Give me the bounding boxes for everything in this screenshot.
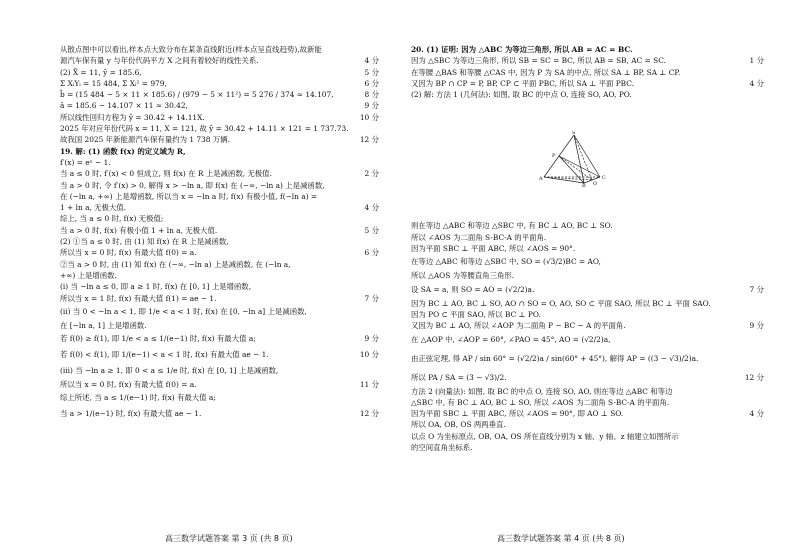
answer-line	[411, 419, 764, 430]
answer-line	[60, 293, 379, 304]
score-mark: 8 分	[364, 90, 379, 100]
tetrahedron-diagram	[538, 131, 608, 187]
score-mark: 4 分	[364, 56, 379, 66]
answer-line	[60, 44, 379, 55]
score-mark: 4 分	[749, 409, 764, 419]
label-b: B	[582, 183, 586, 187]
score-mark: 6 分	[364, 248, 379, 258]
answer-text: 由正弦定理, 得 AP / sin 60° = (√2/2)a / sin(60° + 45°), 解得 AP = ((3 − √3)/2)a.	[411, 353, 699, 363]
answer-line	[411, 332, 764, 348]
score-mark: 4 分	[749, 78, 764, 88]
label-s: S	[572, 131, 576, 136]
score-mark: 5 分	[364, 225, 379, 235]
answer-line	[411, 386, 764, 397]
answer-text: (2) 解: 方法 1 (几何法): 如图, 取 BC 的中点 O, 连接 SO, AO, PO.	[411, 90, 632, 100]
answer-text: 若 f(0) ≥ f(1), 即 1/e < a ≤ 1/(e−1) 时, f(x) 有最大值 a;	[60, 334, 256, 344]
answer-line	[60, 379, 379, 390]
answer-line	[60, 202, 379, 213]
answer-text: b̂ = (15 484 − 5 × 11 × 185.6) / (979 − 5 × 11²) = 5 276 / 374 ≈ 14.107,	[60, 90, 334, 100]
answer-line	[411, 44, 764, 55]
score-mark: 7 分	[364, 293, 379, 303]
score-mark: 12 分	[743, 370, 764, 386]
answer-text: 综上, 当 a ≤ 0 时, f(x) 无极值;	[60, 214, 164, 224]
answer-text: 因为 BC ⊥ AO, BC ⊥ SO, AO ∩ SO = O, AO, SO ⊂ 平面 SAO, 所以 BC ⊥ 平面 SAO.	[411, 298, 711, 308]
answer-text: 所以当 x = 0 时, f(x) 有最大值 f(0) = a.	[60, 380, 197, 390]
score-mark: 9 分	[749, 321, 764, 331]
answer-text: 因为 PO ⊂ 平面 SAO, 所以 BC ⊥ PO.	[411, 309, 541, 319]
label-a: A	[539, 176, 543, 182]
answer-line	[60, 225, 379, 236]
answer-text: 故我国 2025 年新能源汽车保有量约为 1 738 万辆.	[60, 135, 230, 145]
answer-text: 19. 解: (1) 函数 f(x) 的定义域为 R,	[60, 146, 186, 156]
answer-line	[411, 270, 764, 281]
answer-line	[60, 270, 379, 281]
answer-line	[411, 232, 764, 243]
score-mark: 7 分	[748, 282, 764, 298]
answer-line	[60, 180, 379, 191]
score-mark: 12 分	[359, 135, 379, 145]
answer-line	[60, 406, 379, 422]
score-mark: 11 分	[359, 380, 379, 390]
answer-line	[411, 397, 764, 408]
answer-text: 从散点图中可以看出,样本点大致分布在某条直线附近(样本点呈直线趋势),故新能	[60, 45, 322, 54]
answer-text: Σ XᵢYᵢ = 15 484, Σ Xᵢ² = 979,	[60, 78, 167, 88]
answer-line	[60, 191, 379, 202]
answer-line	[411, 408, 764, 419]
answer-text: 当 a ≤ 0 时, f′(x) < 0 恒成立, 则 f(x) 在 R 上是减函数, 无极值.	[60, 169, 272, 179]
answer-line	[60, 89, 379, 100]
answer-text: 若 f(0) < f(1), 即 1/(e−1) < a < 1 时, f(x) 有最大值 ae − 1.	[60, 350, 269, 360]
answer-text: ②当 a > 0 时, 由 (1) 知 f(x) 在 (−∞, −ln a) 上是减函数, 在 (−ln a,	[60, 259, 291, 269]
answer-line	[60, 100, 379, 111]
answer-text: (2) X̄ = 11, ȳ = 185.6,	[60, 67, 142, 77]
answer-line	[60, 78, 379, 89]
answer-text: 在 (−ln a, +∞) 上是增函数, 所以当 x = −ln a 时, f(x) 有极小值, f(−ln a) =	[60, 191, 318, 201]
answer-text: 所以当 x = 1 时, f(x) 有最大值 f(1) = ae − 1.	[60, 293, 217, 303]
answer-line	[411, 298, 764, 309]
answer-line	[60, 112, 379, 123]
answer-text: 以点 O 为坐标原点, OB, OA, OS 所在直线分别为 x 轴、y 轴、z 轴建立如图所示	[411, 431, 679, 441]
score-mark: 9 分	[364, 101, 379, 111]
answer-line	[411, 282, 764, 298]
answer-line	[411, 320, 764, 331]
answer-line	[411, 348, 764, 370]
answer-line	[411, 309, 764, 320]
answer-text: (iii) 当 −ln a ≥ 1, 即 0 < a ≤ 1/e 时, f(x) 在 [0, 1] 上是减函数,	[60, 366, 279, 376]
answer-text: 所以 △AOS 为等腰直角三角形.	[411, 271, 515, 281]
label-p: P	[552, 153, 556, 159]
answer-line	[60, 157, 379, 168]
answer-line	[60, 281, 379, 292]
answer-line	[60, 236, 379, 247]
answer-line	[411, 243, 764, 254]
answer-text: 所以 ∠AOS 为二面角 S-BC-A 的平面角.	[411, 232, 547, 242]
answer-text: 20. (1) 证明: 因为 △ABC 为等边三角形, 所以 AB = AC = BC.	[411, 45, 633, 54]
score-mark: 12 分	[358, 406, 379, 422]
answer-line	[60, 304, 379, 320]
answer-line	[411, 55, 764, 66]
answer-text: 在等腰 △BAS 和等腰 △CAS 中, 因为 P 为 SA 的中点, 所以 SA ⊥ BP, SA ⊥ CP.	[411, 67, 681, 77]
right-footer: 高三数学试题答案 第 4 页 (共 8 页)	[497, 534, 625, 543]
answer-text: 因为平面 SBC ⊥ 平面 ABC, 所以 ∠AOS = 90°, 即 AO ⊥ SO.	[411, 409, 624, 419]
answer-text: △SBC 中, 有 BC ⊥ AO, BC ⊥ SO, 所以 ∠AOS 为二面角 S-BC-A 的平面角.	[411, 397, 670, 407]
score-mark: 10 分	[359, 112, 379, 122]
answer-text: 则在等边 △ABC 和等边 △SBC 中, 有 BC ⊥ AO, BC ⊥ SO.	[411, 221, 613, 231]
answer-text: 当 a > 0 时, 令 f′(x) > 0, 解得 x > −ln a, 即 f(x) 在 (−∞, −ln a) 上是减函数,	[60, 180, 325, 190]
answer-text: 当 a > 0 时, f(x) 有极小值 1 + ln a, 无极大值.	[60, 225, 218, 235]
answer-text: f′(x) = eˣ − 1.	[60, 157, 111, 167]
answer-line	[60, 259, 379, 270]
answer-text: 在等边 △ABC 和等边 △SBC 中, SO = (√3/2)BC = AO,	[411, 257, 601, 267]
answer-line	[60, 213, 379, 224]
answer-line	[60, 67, 379, 78]
score-mark: 4 分	[364, 203, 379, 213]
answer-text: 源汽车保有量 y 与年份代码平方 X 之间有着较好的线性关系.	[60, 56, 259, 66]
answer-text: 在 △AOP 中, ∠AOP = 60°, ∠PAO = 45°, AO = (√2/2)a,	[411, 334, 611, 344]
answer-text: 设 SA = a, 则 SO = AO = (√2/2)a.	[411, 284, 535, 294]
answer-text: 所以当 x = 0 时, f(x) 有最大值 f(0) = a.	[60, 248, 197, 258]
answer-text: 在 [−ln a, 1] 上是增函数.	[60, 320, 147, 330]
answer-line	[60, 123, 379, 134]
answer-text: (ii) 当 0 < −ln a < 1, 即 1/e < a < 1 时, f(x) 在 [0, −ln a] 上是减函数,	[60, 306, 307, 316]
answer-text: 所以线性回归方程为 ŷ = 30.42 + 14.11X.	[60, 112, 205, 122]
answer-line	[411, 67, 764, 78]
answer-text: (i) 当 −ln a ≤ 0, 即 a ≥ 1 时, f(x) 在 [0, 1] 上是增函数,	[60, 282, 252, 292]
answer-text: 所以 OA, OB, OS 两两垂直.	[411, 420, 506, 430]
answer-line	[411, 442, 764, 453]
left-footer: 高三数学试题答案 第 3 页 (共 8 页)	[165, 534, 293, 543]
answer-line	[60, 363, 379, 379]
score-mark: 5 分	[364, 67, 379, 77]
answer-line	[60, 247, 379, 258]
right-page	[397, 0, 794, 558]
label-o: O	[593, 181, 598, 187]
answer-text: 又因为 BC ⊥ AO, 所以 ∠AOP 为二面角 P − BC − A 的平面角.	[411, 321, 626, 331]
answer-text: 所以 PA / SA = (3 − √3)/2.	[411, 372, 507, 382]
score-mark: 10 分	[358, 347, 379, 363]
answer-line	[411, 370, 764, 386]
answer-text: 方法 2 (向量法): 如图, 取 BC 的中点 O, 连接 SO, AO, 则在等边 △ABC 和等边	[411, 386, 673, 396]
answer-line	[60, 146, 379, 157]
answer-text: 当 a > 1/(e−1) 时, f(x) 有最大值 ae − 1.	[60, 409, 202, 419]
answer-text: 2025 年对应年份代码 x = 11, X = 121, 故 ŷ = 30.42 + 14.11 × 121 = 1 737.73.	[60, 124, 349, 134]
answer-line	[411, 254, 764, 270]
answer-line	[60, 347, 379, 363]
score-mark: 6 分	[364, 78, 379, 88]
answer-line	[60, 331, 379, 347]
answer-line	[60, 134, 379, 145]
answer-text: 1 + ln a, 无极大值.	[60, 203, 127, 213]
answer-line	[60, 55, 379, 66]
score-mark: 2 分	[364, 169, 379, 179]
answer-line	[60, 168, 379, 179]
score-mark: 1 分	[749, 56, 764, 66]
answer-text: 的空间直角坐标系.	[411, 443, 473, 453]
answer-text: 综上所述, 当 a ≤ 1/(e−1) 时, f(x) 有最大值 a;	[60, 393, 216, 403]
answer-text: (2) ①当 a ≤ 0 时, 由 (1) 知 f(x) 在 R 上是减函数,	[60, 237, 229, 247]
answer-text: +∞) 上是增函数.	[60, 270, 117, 280]
label-c: C	[602, 175, 606, 181]
answer-text: â = 185.6 − 14.107 × 11 ≈ 30.42,	[60, 101, 188, 111]
answer-line	[411, 89, 764, 100]
answer-text: 又因为 BP ∩ CP = P, BP, CP ⊂ 平面 PBC, 所以 SA ⊥ 平面 PBC.	[411, 78, 634, 88]
answer-line	[60, 320, 379, 331]
answer-line	[411, 220, 764, 231]
answer-line	[411, 78, 764, 89]
score-mark: 9 分	[363, 331, 379, 347]
answer-line	[411, 431, 764, 442]
answer-text: 因为平面 SBC ⊥ 平面 ABC, 所以 ∠AOS = 90°.	[411, 244, 576, 254]
answer-line	[60, 390, 379, 406]
answer-text: 因为 △SBC 为等边三角形, 所以 SB = SC = BC, 所以 AB = SB, AC = SC.	[411, 56, 666, 66]
